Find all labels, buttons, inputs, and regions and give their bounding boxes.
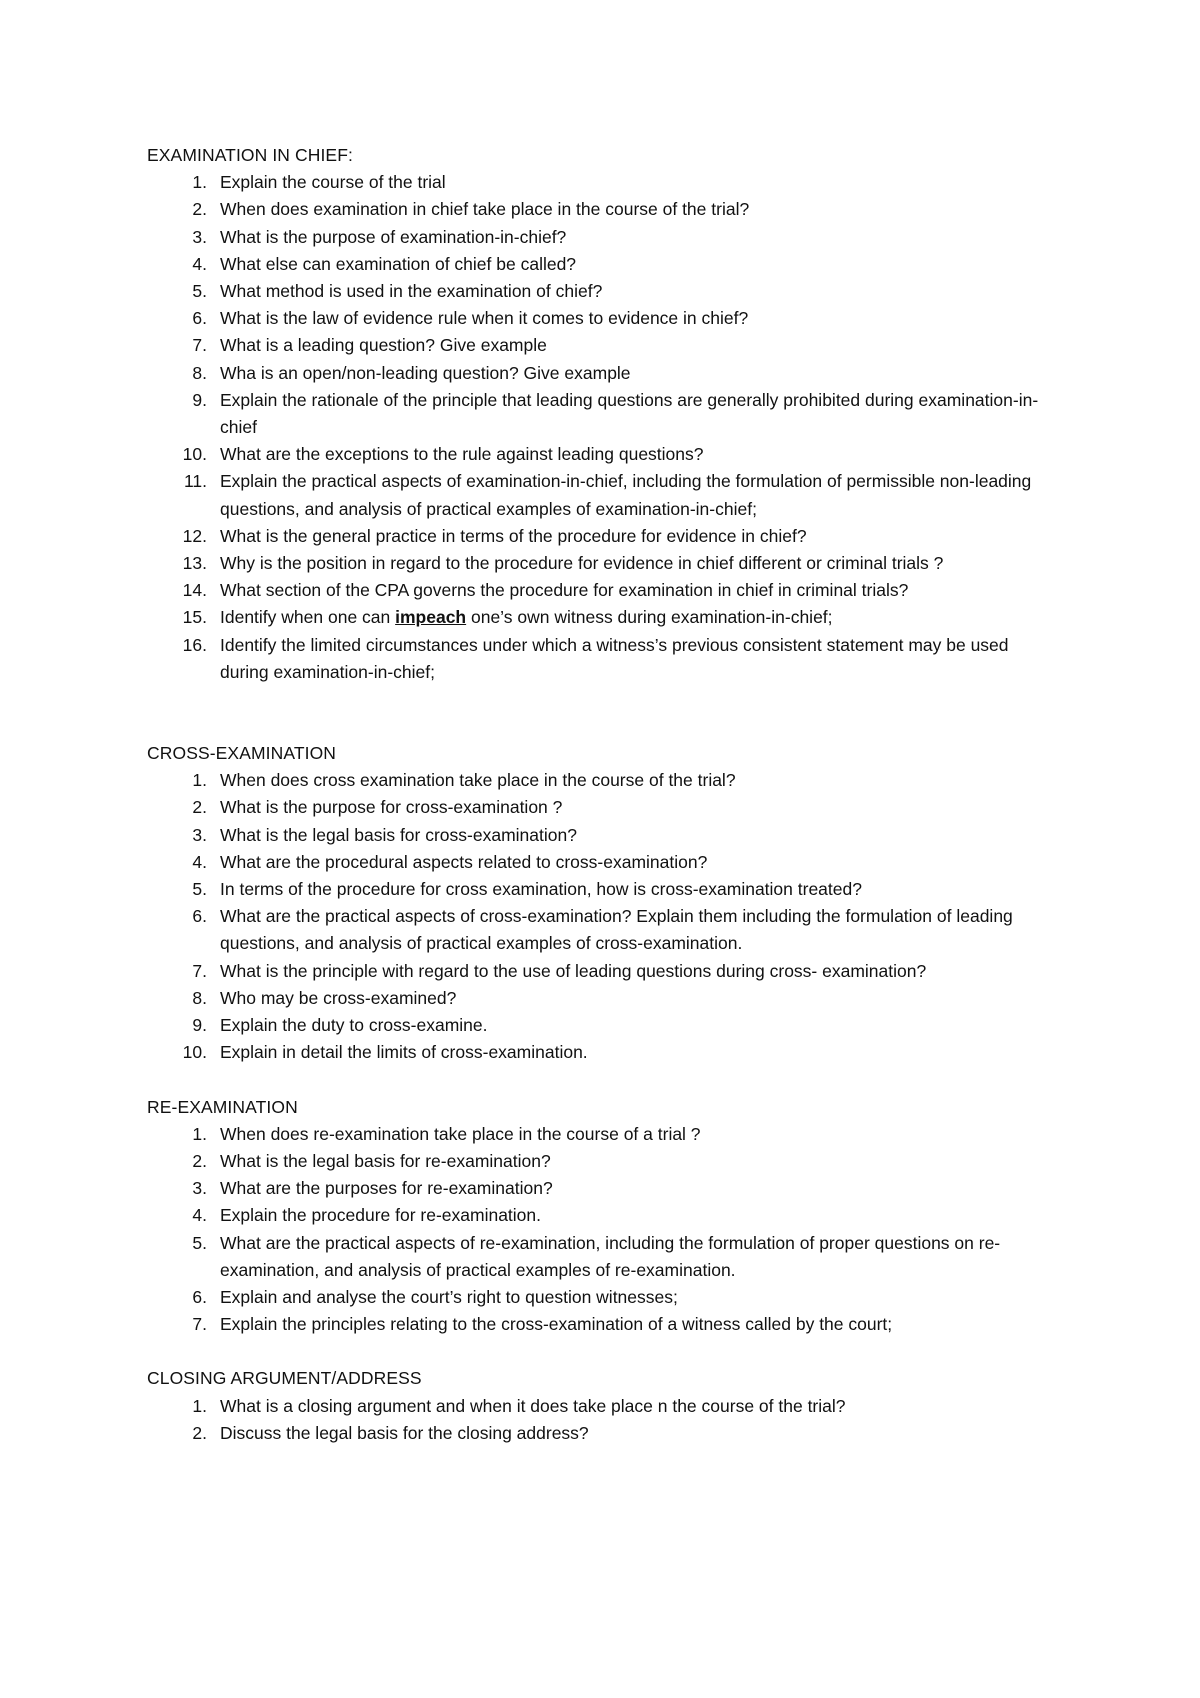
section-examination-in-chief (147, 142, 1070, 686)
list-item (147, 1284, 1070, 1311)
item-number: 4. (192, 851, 207, 872)
item-text: What is the general practice in terms of the procedure for evidence in chief? (220, 525, 807, 546)
item-text: In terms of the procedure for cross examination, how is cross-examination treated? (220, 879, 862, 900)
list-item (147, 985, 1070, 1012)
item-number: 4. (192, 1205, 207, 1226)
section-cross-examination (147, 740, 1070, 1066)
item-number: 15. (182, 607, 207, 628)
item-number: 5. (192, 879, 207, 900)
list-item (147, 441, 1070, 468)
item-text: Explain the rationale of the principle that leading questions are generally prohibited during examination-in- chief (220, 389, 1039, 438)
section-closing-argument (147, 1365, 1070, 1447)
list-item (147, 1202, 1070, 1229)
item-text: Explain the course of the trial (220, 172, 446, 193)
item-text: What are the practical aspects of re-examination, including the formulation of proper questions on re-examination, and analysis of practical examples of re-examination. (220, 1232, 1001, 1280)
item-number: 11. (183, 471, 207, 492)
section-heading: CROSS-EXAMINATION (147, 743, 337, 764)
section-spacer (147, 1338, 1070, 1365)
list-item (147, 251, 1070, 278)
item-text: Explain the principles relating to the cross-examination of a witness called by the court; (220, 1314, 893, 1335)
item-text: What are the procedural aspects related to cross-examination? (220, 851, 708, 872)
list-item (147, 1039, 1070, 1066)
item-number: 2. (192, 797, 207, 818)
list-item (147, 958, 1070, 985)
list-item (147, 196, 1070, 223)
item-number: 2. (192, 199, 207, 220)
list-item (147, 550, 1070, 577)
item-number: 2. (192, 1422, 207, 1443)
section-heading: EXAMINATION IN CHIEF: (147, 145, 353, 165)
section-heading: CLOSING ARGUMENT/ADDRESS (147, 1368, 422, 1389)
question-list (147, 1121, 1070, 1339)
item-number: 10. (182, 1042, 207, 1063)
item-text: What is the purpose for cross-examination ? (220, 797, 563, 818)
item-number: 6. (192, 308, 207, 329)
list-item (147, 1311, 1070, 1338)
item-text: Wha is an open/non-leading question? Give example (220, 362, 631, 383)
item-text: Identify the limited circumstances under which a witness’s previous consistent statement may be used during examination-in-chief; (220, 634, 1009, 682)
list-item (147, 1012, 1070, 1039)
list-item (147, 523, 1070, 550)
list-item (147, 387, 1070, 441)
list-item (147, 360, 1070, 387)
item-number: 1. (192, 770, 207, 791)
item-text: Who may be cross-examined? (220, 987, 457, 1008)
list-item (147, 1121, 1070, 1148)
item-number: 7. (192, 335, 207, 356)
emphasized-term: impeach (395, 607, 467, 628)
item-number: 2. (192, 1150, 207, 1171)
item-text: Why is the position in regard to the procedure for evidence in chief different or criminal trials ? (220, 553, 944, 574)
item-text: Explain in detail the limits of cross-examination. (220, 1042, 588, 1063)
item-text: Explain the procedure for re-examination. (220, 1205, 542, 1226)
item-number: 3. (192, 226, 207, 247)
list-item (147, 876, 1070, 903)
item-number: 3. (192, 1178, 207, 1199)
item-text: What is the legal basis for re-examination? (220, 1150, 551, 1171)
list-item (147, 577, 1070, 604)
list-item (147, 849, 1070, 876)
section-heading: RE-EXAMINATION (147, 1096, 298, 1117)
list-item (147, 224, 1070, 251)
item-text (220, 604, 1050, 631)
section-spacer (147, 686, 1070, 740)
item-number: 3. (192, 824, 207, 845)
section-re-examination (147, 1094, 1070, 1339)
item-text: Explain the practical aspects of examination-in-chief, including the formulation of permissible non-leading questions, and analysis of practical examples of examination-in-chief; (220, 471, 1032, 519)
item-text: What is a closing argument and when it does take place n the course of the trial? (220, 1395, 846, 1416)
item-text: What is a leading question? Give example (220, 335, 547, 356)
item-number: 1. (192, 172, 207, 193)
item-number: 1. (192, 1123, 207, 1144)
list-item (147, 332, 1070, 359)
list-item (147, 794, 1070, 821)
item-text-after: one’s own witness during examination-in-chief; (466, 607, 833, 628)
item-text: When does re-examination take place in the course of a trial ? (220, 1123, 701, 1144)
item-number: 13. (182, 553, 207, 574)
item-number: 14. (182, 580, 207, 601)
item-text: What is the purpose of examination-in-chief? (220, 226, 567, 247)
list-item (147, 767, 1070, 794)
item-number: 6. (192, 1286, 207, 1307)
list-item (147, 1420, 1070, 1447)
list-item (147, 305, 1070, 332)
item-number: 5. (192, 1232, 207, 1253)
item-number: 1. (192, 1395, 207, 1416)
list-item (147, 632, 1070, 686)
item-number: 12. (182, 525, 207, 546)
list-item (147, 822, 1070, 849)
item-text: What method is used in the examination of chief? (220, 281, 603, 302)
item-number: 4. (192, 253, 207, 274)
question-list (147, 169, 1070, 686)
list-item (147, 1148, 1070, 1175)
item-number: 8. (192, 987, 207, 1008)
item-text: What is the law of evidence rule when it comes to evidence in chief? (220, 308, 749, 329)
list-item (147, 1230, 1070, 1284)
section-spacer (147, 1067, 1070, 1094)
list-item (147, 169, 1070, 196)
item-number: 16. (182, 634, 207, 655)
question-list (147, 1393, 1070, 1447)
item-text: When does cross examination take place in the course of the trial? (220, 770, 736, 791)
item-text: What section of the CPA governs the procedure for examination in chief in criminal trials? (220, 580, 909, 601)
item-text: What are the practical aspects of cross-examination? Explain them including the formulation of leading questions, and analysis of practical examples of cross-examination. (220, 906, 1013, 954)
item-number: 9. (192, 1015, 207, 1036)
item-text: Discuss the legal basis for the closing address? (220, 1422, 589, 1443)
question-list (147, 767, 1070, 1066)
list-item (147, 604, 1070, 631)
item-text: What is the principle with regard to the use of leading questions during cross- examination? (220, 960, 927, 981)
item-text: Explain the duty to cross-examine. (220, 1015, 488, 1036)
item-text-before: Identify when one can (220, 607, 396, 628)
list-item (147, 903, 1070, 957)
item-number: 8. (192, 362, 207, 383)
item-text: What is the legal basis for cross-examination? (220, 824, 577, 845)
list-item (147, 1393, 1070, 1420)
item-text: What are the purposes for re-examination? (220, 1178, 553, 1199)
item-number: 6. (192, 906, 207, 927)
list-item (147, 468, 1070, 522)
item-number: 9. (192, 389, 207, 410)
list-item (147, 278, 1070, 305)
item-number: 7. (192, 960, 207, 981)
item-number: 5. (192, 281, 207, 302)
item-text: What else can examination of chief be called? (220, 253, 577, 274)
list-item (147, 1175, 1070, 1202)
item-text: Explain and analyse the court’s right to question witnesses; (220, 1286, 678, 1307)
item-number: 10. (182, 444, 207, 465)
item-number: 7. (192, 1314, 207, 1335)
item-text: What are the exceptions to the rule against leading questions? (220, 444, 704, 465)
item-text: When does examination in chief take place in the course of the trial? (220, 199, 750, 220)
